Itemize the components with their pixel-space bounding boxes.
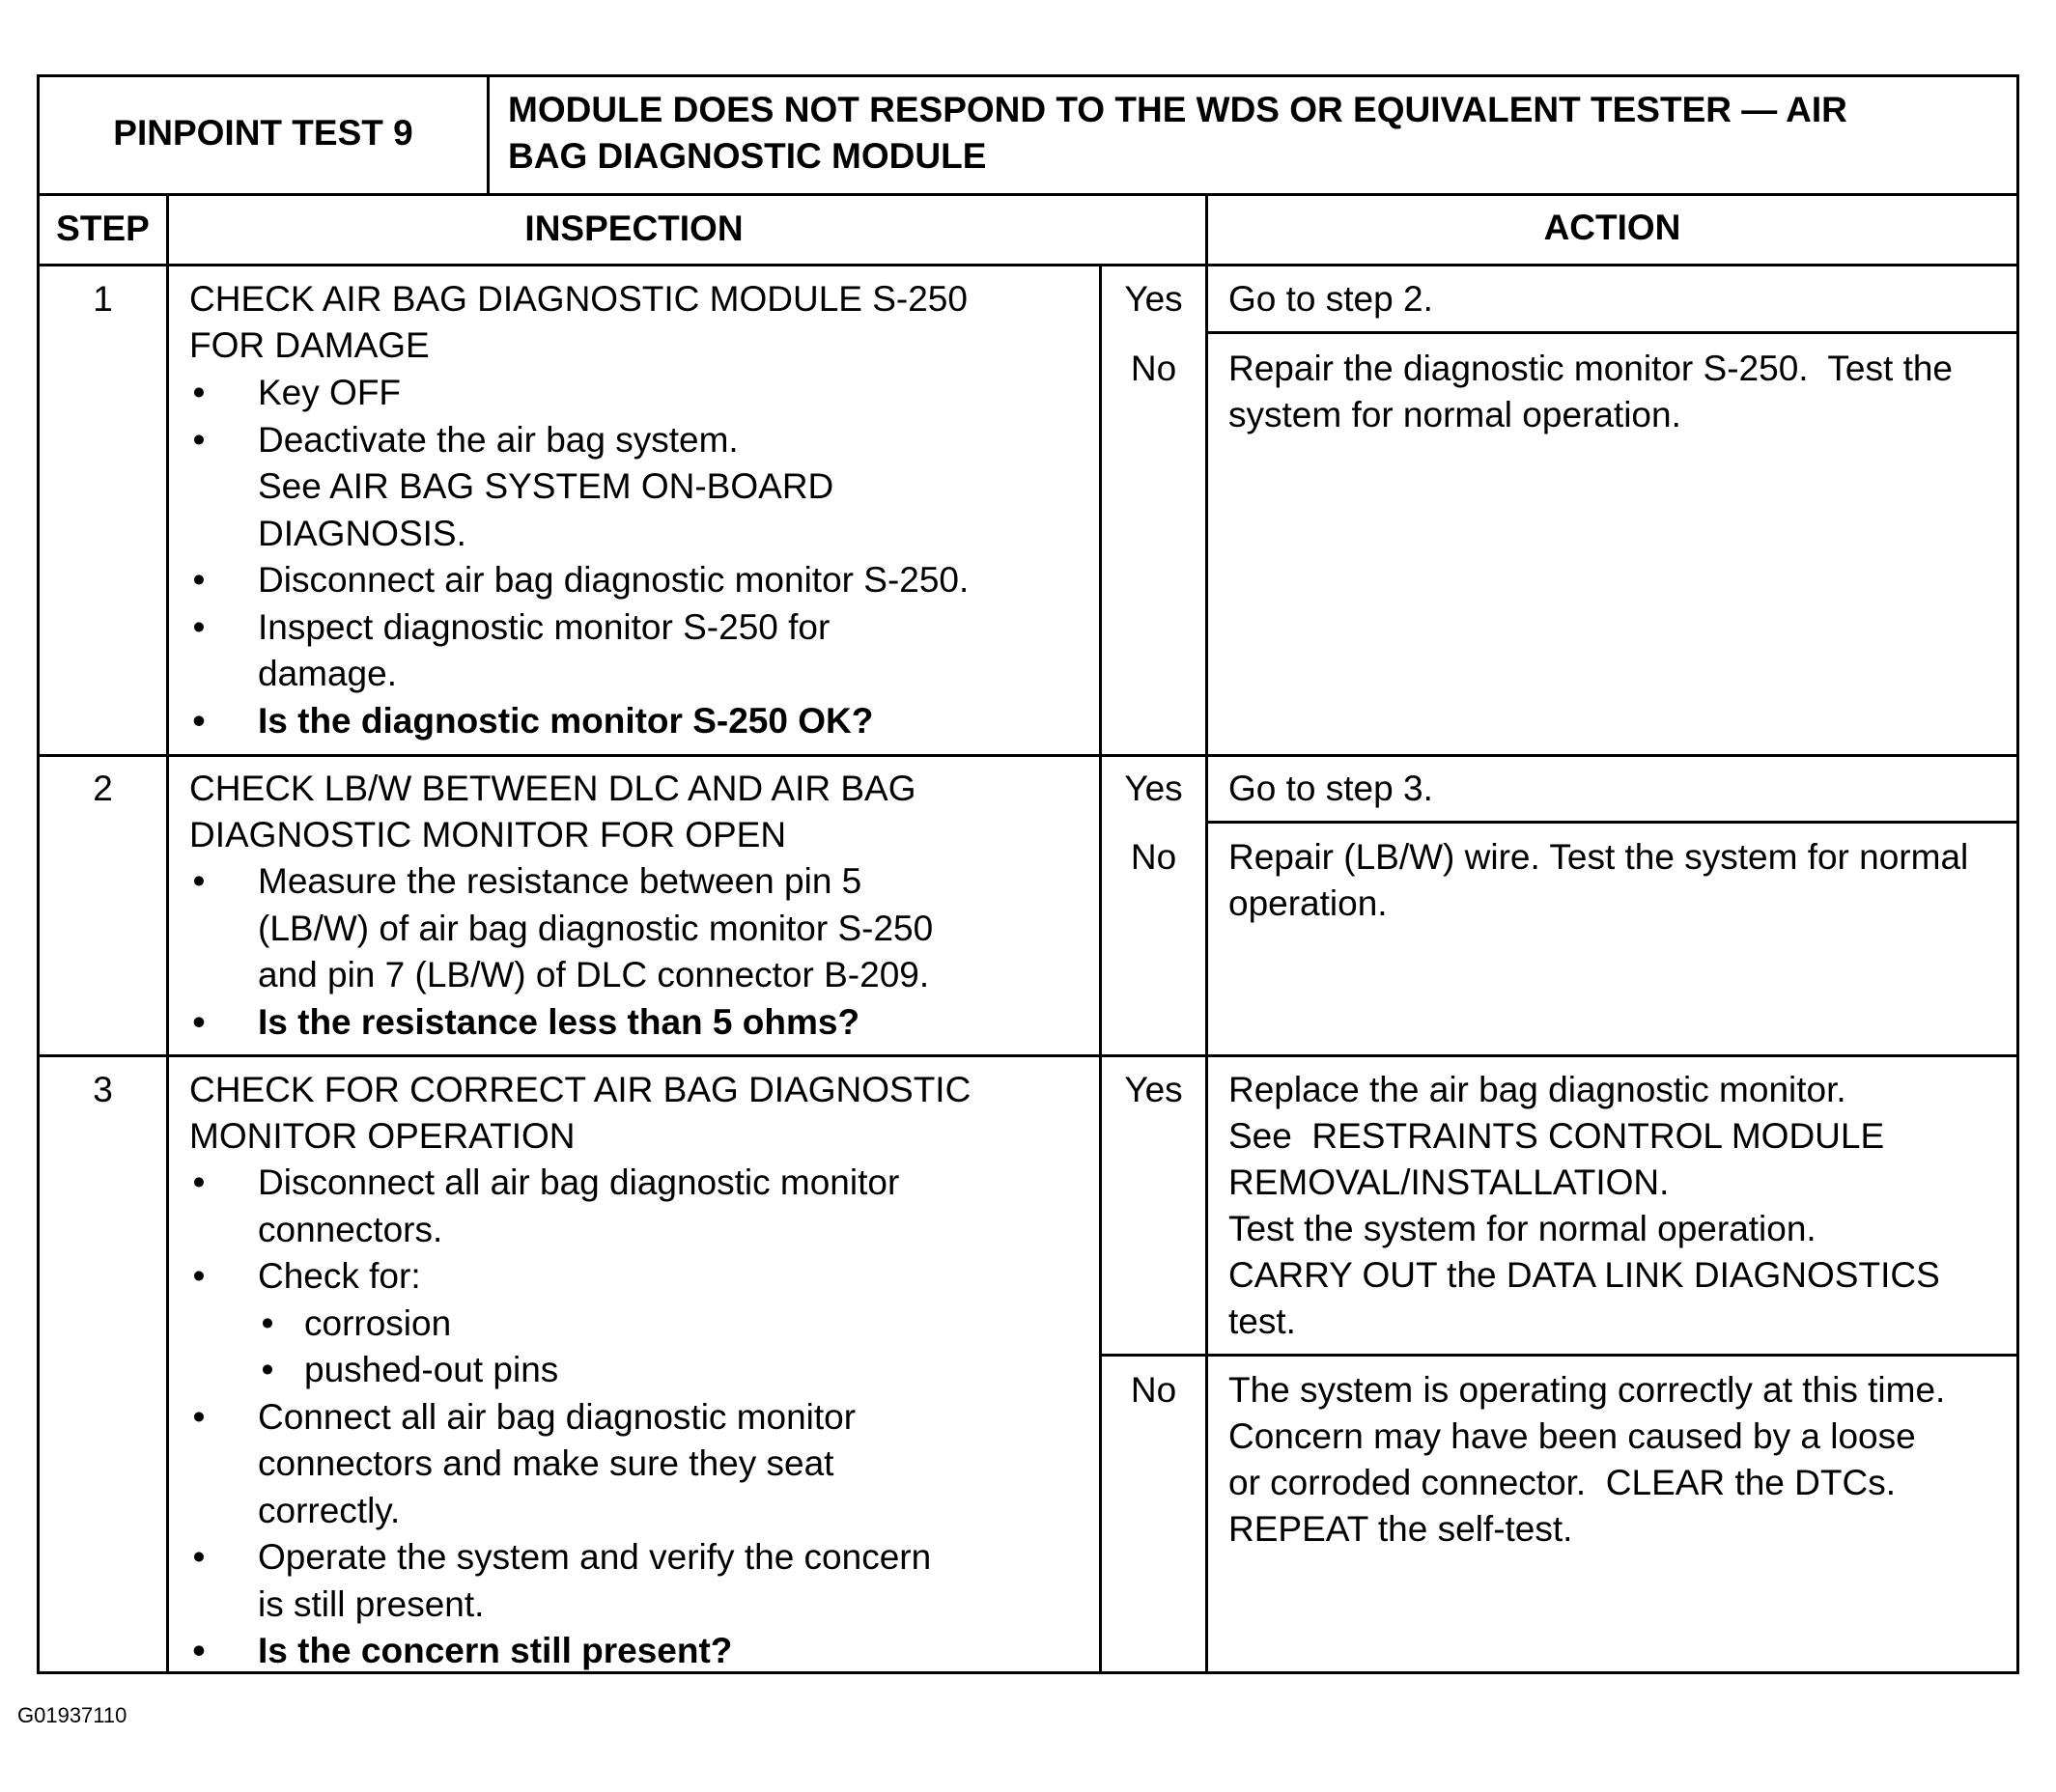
no-label: No xyxy=(1130,837,1177,877)
bullet-icon: • xyxy=(192,373,206,412)
inspection-question: • Is the diagnostic monitor S-250 OK? xyxy=(189,698,969,745)
inspection-item-continued: damage. xyxy=(258,654,397,693)
inspection-list xyxy=(189,858,933,1046)
no-action-line: system for normal operation. xyxy=(1228,395,1681,434)
inspection-item-continued: connectors and make sure they seat xyxy=(258,1443,834,1483)
column-header-inspection: INSPECTION xyxy=(524,209,744,248)
test-title-line-2: BAG DIAGNOSTIC MODULE xyxy=(508,136,987,176)
inspection-list xyxy=(189,370,969,744)
yes-action-line: See RESTRAINTS CONTROL MODULE xyxy=(1228,1116,1885,1156)
rule-step1-yes-bottom xyxy=(1205,331,2016,334)
rule-yesno-column xyxy=(1099,264,1102,1671)
no-action-line: operation. xyxy=(1228,883,1388,923)
no-action-line: Repair (LB/W) wire. Test the system for normal xyxy=(1228,837,1969,877)
step-title-line: CHECK LB/W BETWEEN DLC AND AIR BAG xyxy=(189,769,916,808)
bullet-icon: • xyxy=(192,1256,206,1296)
yes-label: Yes xyxy=(1124,1070,1183,1109)
bullet-icon: • xyxy=(192,1631,206,1670)
step-number: 3 xyxy=(93,1070,113,1109)
pinpoint-test-table xyxy=(37,74,2019,1674)
yes-label: Yes xyxy=(1124,279,1183,319)
inspection-item-continued: is still present. xyxy=(258,1583,485,1624)
inspection-item: • Deactivate the air bag system. xyxy=(189,417,969,464)
bullet-icon: • xyxy=(261,1350,274,1389)
yes-action-line: REMOVAL/INSTALLATION. xyxy=(1228,1162,1670,1202)
step-title-line: DIAGNOSTIC MONITOR FOR OPEN xyxy=(189,815,787,854)
inspection-item-continued: and pin 7 (LB/W) of DLC connector B-209. xyxy=(258,955,930,994)
rule-step2-bottom xyxy=(40,1054,2016,1057)
bullet-icon: • xyxy=(192,606,206,647)
inspection-item: • Measure the resistance between pin 5 xyxy=(189,858,933,906)
no-action-line: Repair the diagnostic monitor S-250. Test the xyxy=(1228,349,1954,388)
inspection-item-continued: correctly. xyxy=(258,1490,401,1530)
inspection-item-continued: (LB/W) of air bag diagnostic monitor S-250 xyxy=(258,908,934,948)
inspection-item: • Operate the system and verify the concern xyxy=(189,1534,931,1582)
bullet-icon: • xyxy=(192,1396,206,1437)
rule-columns-bottom xyxy=(40,264,2016,266)
step-title-line: FOR DAMAGE xyxy=(189,325,430,365)
figure-id: G01937110 xyxy=(17,1703,127,1727)
inspection-item: • Key OFF xyxy=(189,370,969,417)
step-number: 2 xyxy=(93,769,113,808)
inspection-item-continued: DIAGNOSIS. xyxy=(258,513,466,553)
inspection-subitem: • corrosion xyxy=(189,1301,931,1348)
rule-header-bottom xyxy=(40,193,2016,196)
bullet-icon: • xyxy=(192,1001,206,1042)
pinpoint-test-label: PINPOINT TEST 9 xyxy=(113,113,413,153)
inspection-item: • Inspect diagnostic monitor S-250 for xyxy=(189,604,969,652)
step-number: 1 xyxy=(93,279,113,319)
rule-header-divider xyxy=(487,77,490,194)
rule-action-column xyxy=(1205,193,1208,1671)
inspection-item: • Disconnect air bag diagnostic monitor S-250. xyxy=(189,557,969,604)
no-label: No xyxy=(1130,1370,1177,1410)
rule-step2-yes-bottom xyxy=(1205,821,2016,824)
test-title-line-1: MODULE DOES NOT RESPOND TO THE WDS OR EQUIVALENT TESTER — AIR xyxy=(508,90,1847,129)
no-action-line: or corroded connector. CLEAR the DTCs. xyxy=(1228,1463,1896,1502)
step-title-line: CHECK AIR BAG DIAGNOSTIC MODULE S-250 xyxy=(189,279,968,319)
inspection-subitem: • pushed-out pins xyxy=(189,1347,931,1394)
no-action-line: The system is operating correctly at this time. xyxy=(1228,1370,1946,1410)
inspection-question: • Is the resistance less than 5 ohms? xyxy=(189,999,933,1047)
bullet-icon: • xyxy=(192,1162,206,1202)
step-title-line: CHECK FOR CORRECT AIR BAG DIAGNOSTIC xyxy=(189,1070,972,1109)
rule-step1-bottom xyxy=(40,754,2016,757)
yes-action-line: Test the system for normal operation. xyxy=(1228,1209,1817,1248)
column-header-action: ACTION xyxy=(1543,208,1681,247)
yes-action-line: CARRY OUT the DATA LINK DIAGNOSTICS xyxy=(1228,1255,1940,1295)
yes-action-line: test. xyxy=(1228,1302,1296,1341)
inspection-item: • Check for: xyxy=(189,1253,931,1301)
column-header-step: STEP xyxy=(56,209,150,248)
no-action-line: Concern may have been caused by a loose xyxy=(1228,1416,1916,1456)
no-label: No xyxy=(1130,349,1177,388)
step-title-line: MONITOR OPERATION xyxy=(189,1116,576,1156)
inspection-item-continued: connectors. xyxy=(258,1209,443,1249)
inspection-list xyxy=(189,1160,931,1675)
no-action-line: REPEAT the self-test. xyxy=(1228,1509,1573,1549)
inspection-item: • Connect all air bag diagnostic monitor xyxy=(189,1394,931,1442)
inspection-item: • Disconnect all air bag diagnostic monitor xyxy=(189,1160,931,1207)
yes-label: Yes xyxy=(1124,769,1183,808)
bullet-icon: • xyxy=(261,1302,274,1343)
yes-action-line: Go to step 2. xyxy=(1228,279,1433,319)
bullet-icon: • xyxy=(192,1537,206,1577)
bullet-icon: • xyxy=(192,419,206,460)
bullet-icon: • xyxy=(192,861,206,901)
inspection-item-continued: See AIR BAG SYSTEM ON-BOARD xyxy=(258,466,834,506)
bullet-icon: • xyxy=(192,700,206,741)
inspection-question: • Is the concern still present? xyxy=(189,1628,931,1675)
bullet-icon: • xyxy=(192,560,206,600)
rule-step-column xyxy=(166,193,169,1671)
yes-action-line: Replace the air bag diagnostic monitor. xyxy=(1228,1070,1846,1109)
yes-action-line: Go to step 3. xyxy=(1228,769,1433,808)
rule-step3-yes-bottom xyxy=(1099,1354,2016,1357)
